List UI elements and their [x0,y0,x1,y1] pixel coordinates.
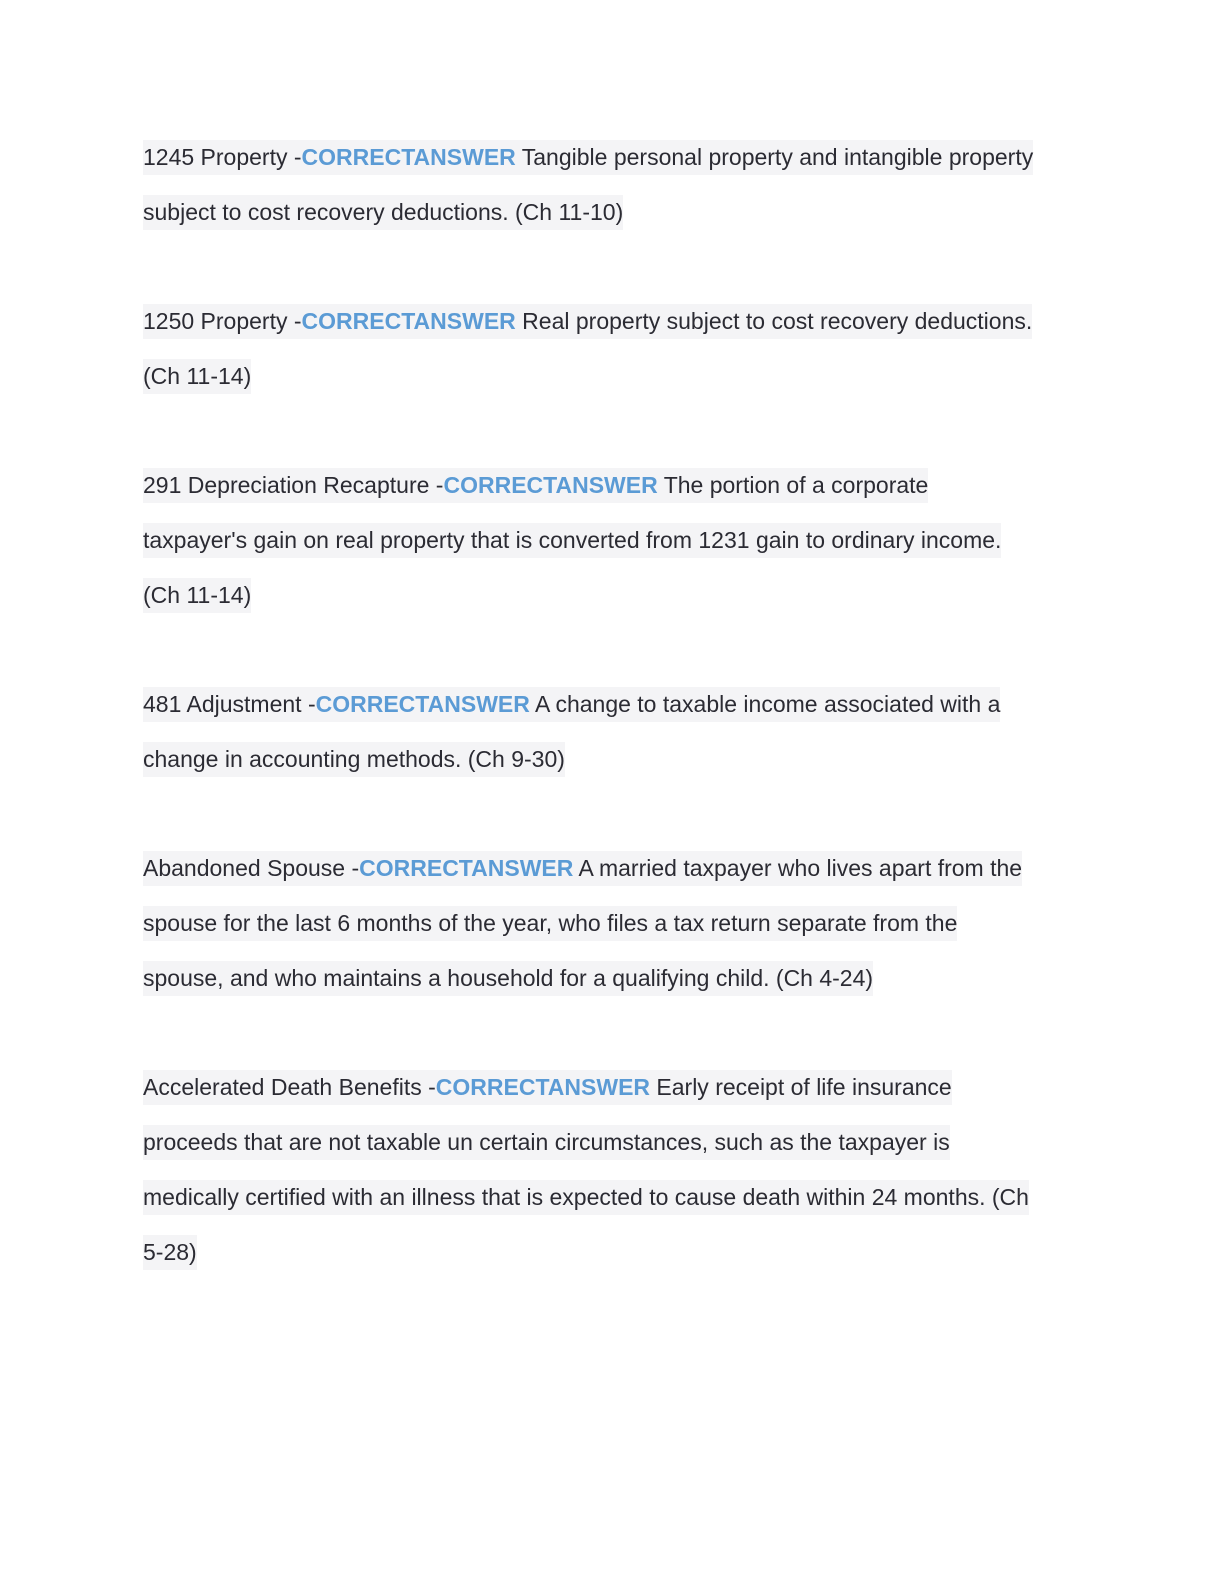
entry-definition: (Ch 11-14) [143,578,251,613]
entry-definition: Tangible personal property and intangible property [521,144,1034,170]
entry-definition: subject to cost recovery deductions. (Ch 11-10) [143,195,623,230]
entry-separator: - [429,472,444,498]
glossary-entry [143,1060,1073,1280]
entry-term: 291 Depreciation Recapture [143,472,430,498]
entry-line [143,841,1073,896]
entry-line [143,1170,1073,1225]
document-page [143,130,1073,1334]
entry-line [143,951,1073,1006]
answer-keyword: CORRECTANSWER [359,855,574,881]
entry-line [143,294,1073,349]
entry-definition: 5-28) [143,1235,197,1270]
answer-keyword: CORRECTANSWER [435,1074,651,1100]
entry-term: 1250 Property [143,308,288,334]
entry-term: Accelerated Death Benefits [143,1074,422,1100]
entry-line [143,513,1073,568]
entry-definition: spouse for the last 6 months of the year, who files a tax return separate from the [143,906,957,941]
entry-definition: (Ch 11-14) [143,359,251,394]
entry-line [143,458,1073,513]
glossary-entry [143,294,1073,404]
entry-definition: A married taxpayer who lives apart from the [578,855,1023,881]
entry-term: 1245 Property [143,144,288,170]
entry-line [143,130,1073,185]
entry-separator: - [301,691,316,717]
entry-line [143,732,1073,787]
entry-definition: Real property subject to cost recovery deductions. [522,308,1033,334]
entry-separator: - [287,308,302,334]
entry-definition: spouse, and who maintains a household for a qualifying child. (Ch 4-24) [143,961,873,996]
answer-keyword: CORRECTANSWER [301,144,516,170]
entry-definition: medically certified with an illness that is expected to cause death within 24 months. (Ch [143,1180,1029,1215]
entry-line [143,568,1073,623]
answer-keyword: CORRECTANSWER [443,472,658,498]
entry-definition: change in accounting methods. (Ch 9-30) [143,742,565,777]
entry-definition: A change to taxable income associated with a [534,691,1001,717]
entry-line [143,185,1073,240]
glossary-entry [143,458,1073,623]
entry-line [143,1225,1073,1280]
entry-definition: The portion of a corporate [663,472,929,498]
entry-term: Abandoned Spouse [143,855,346,881]
glossary-entry [143,130,1073,240]
entry-separator: - [345,855,360,881]
entry-separator: - [287,144,302,170]
entry-line [143,1115,1073,1170]
entry-definition: taxpayer's gain on real property that is converted from 1231 gain to ordinary income. [143,523,1001,558]
entry-definition: proceeds that are not taxable un certain circumstances, such as the taxpayer is [143,1125,950,1160]
entry-definition: Early receipt of life insurance [656,1074,952,1100]
entry-term: 481 Adjustment [143,691,302,717]
answer-keyword: CORRECTANSWER [301,308,516,334]
entry-line [143,349,1073,404]
glossary-entry [143,841,1073,1006]
entry-line [143,677,1073,732]
entry-line [143,896,1073,951]
entry-separator: - [421,1074,436,1100]
entry-line [143,1060,1073,1115]
glossary-entry [143,677,1073,787]
answer-keyword: CORRECTANSWER [315,691,530,717]
